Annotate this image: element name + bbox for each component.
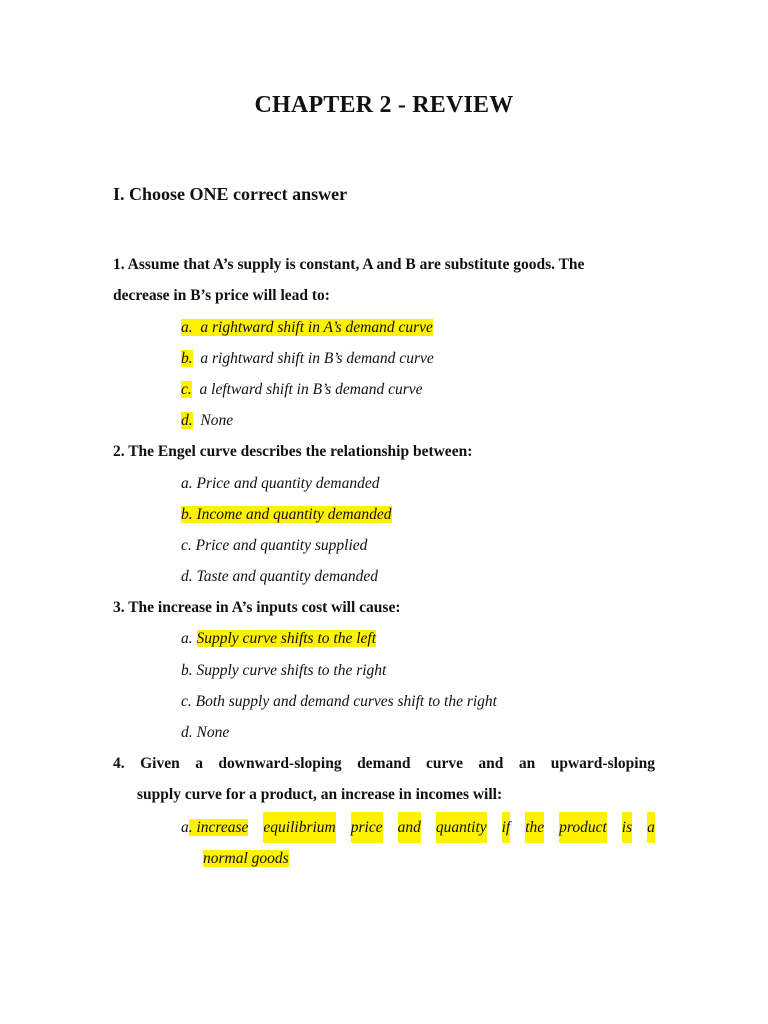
- q1-option-c: [181, 380, 423, 400]
- q4-word: and: [478, 755, 504, 772]
- q2-option-b: [181, 505, 392, 525]
- q3-option-a: [181, 629, 376, 649]
- question-4: [113, 748, 655, 810]
- q1-option-b-label: b.: [181, 350, 193, 367]
- q3-option-a-label: a.: [181, 630, 197, 647]
- question-2-line-1: 2. The Engel curve describes the relationship between:: [113, 443, 473, 460]
- q4-option-a-word: and: [398, 812, 421, 843]
- q4-option-a-word: product: [559, 812, 607, 843]
- q4-option-a-word: if: [502, 812, 511, 843]
- q1-option-a: [181, 318, 433, 338]
- q2-option-b-text: b. Income and quantity demanded: [181, 506, 392, 523]
- question-1-line-1: 1. Assume that A’s supply is constant, A and B are substitute goods. The: [113, 256, 585, 273]
- q3-option-a-text: Supply curve shifts to the left: [196, 630, 377, 647]
- q4-option-a-line-2: [181, 843, 655, 874]
- q1-option-d-text: None: [200, 412, 234, 429]
- q4-option-a-word: the: [525, 812, 544, 843]
- q4-option-a: [181, 812, 655, 874]
- q4-word: Given: [140, 755, 180, 772]
- q3-option-d: d. None: [181, 724, 230, 741]
- q1-option-b: [181, 349, 434, 369]
- q4-option-a-word: quantity: [436, 812, 487, 843]
- q4-word: demand: [357, 755, 411, 772]
- q2-option-a: a. Price and quantity demanded: [181, 475, 380, 492]
- q1-option-a-text: a rightward shift in A’s demand curve: [200, 319, 433, 336]
- q1-option-d: [181, 411, 233, 431]
- question-3-line-1: 3. The increase in A’s inputs cost will cause:: [113, 599, 401, 616]
- q4-word: curve: [425, 755, 463, 772]
- q4-word: a: [195, 755, 203, 772]
- question-1: [113, 249, 658, 311]
- q4-word: downward-sloping: [218, 755, 342, 772]
- q4-option-a-word: . increase: [188, 819, 249, 836]
- q2-option-d: d. Taste and quantity demanded: [181, 568, 379, 585]
- q4-word: an: [518, 755, 536, 772]
- q4-word: upward-sloping: [550, 755, 655, 772]
- question-1-line-2: decrease in B’s price will lead to:: [113, 287, 330, 304]
- question-4-line-2: supply curve for a product, an increase in incomes will:: [137, 786, 503, 803]
- q3-option-b: b. Supply curve shifts to the right: [181, 662, 387, 679]
- q2-option-c: c. Price and quantity supplied: [181, 537, 368, 554]
- q4-option-a-label: a: [181, 819, 189, 836]
- q4-option-a-word: a: [647, 812, 655, 843]
- q4-option-a-word: equilibrium: [263, 812, 335, 843]
- q1-option-c-label: c.: [181, 381, 192, 398]
- q4-option-a-word: is: [622, 812, 632, 843]
- page-title: CHAPTER 2 - REVIEW: [254, 92, 514, 118]
- q3-option-c: c. Both supply and demand curves shift to the right: [181, 693, 497, 710]
- question-4-line-1: [113, 748, 655, 779]
- q4-option-a-word: price: [351, 812, 383, 843]
- q1-option-d-label: d.: [181, 412, 193, 429]
- section-heading: I. Choose ONE correct answer: [113, 184, 348, 204]
- q4-option-a-line-2-text: normal goods: [203, 850, 289, 867]
- question-3: [113, 592, 400, 623]
- q4-word: 4.: [113, 755, 125, 772]
- q1-option-b-text: a rightward shift in B’s demand curve: [200, 350, 434, 367]
- q4-option-a-line-1: [181, 812, 655, 843]
- q1-option-a-label: a.: [181, 319, 193, 336]
- question-2: [113, 436, 472, 467]
- q1-option-c-text: a leftward shift in B’s demand curve: [199, 381, 423, 398]
